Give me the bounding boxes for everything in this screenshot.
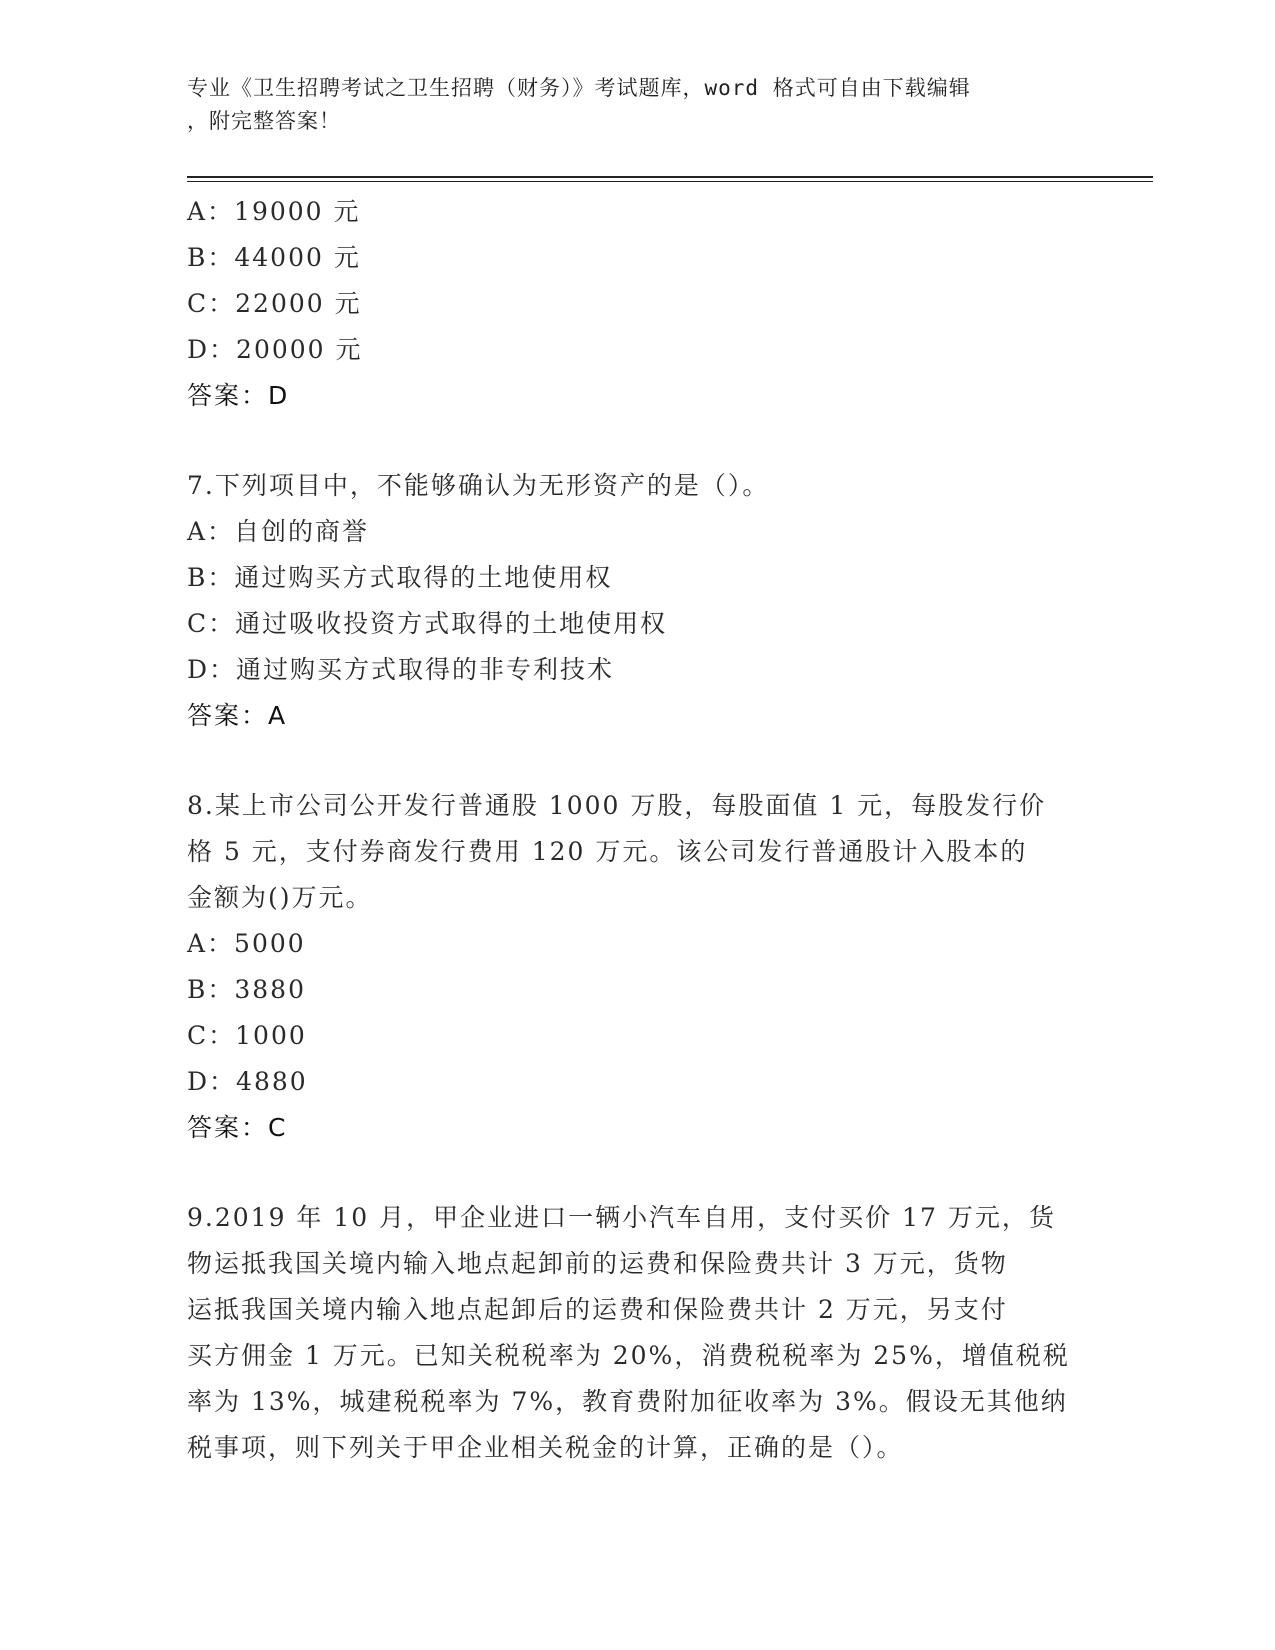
question-text-line: 金额为()万元。 [187,883,373,912]
question-9 [187,1195,1087,1471]
question-text-line: 买方佣金 1 万元。已知关税税率为 20%，消费税税率为 25%，增值税税 [187,1341,1070,1370]
question-text-line: 物运抵我国关境内输入地点起卸前的运费和保险费共计 3 万元，货物 [187,1249,1008,1278]
option-c: C：通过吸收投资方式取得的土地使用权 [187,609,668,638]
option-b: B：44000 元 [187,243,361,272]
option-c: C：22000 元 [187,289,362,318]
spacer [187,1151,1087,1195]
question-text-line: 运抵我国关境内输入地点起卸后的运费和保险费共计 2 万元，另支付 [187,1295,1008,1324]
question-7 [187,463,1087,739]
question-text-line: 9.2019 年 10 月，甲企业进口一辆小汽车自用，支付买价 17 万元，货 [187,1203,1056,1232]
page-header [187,72,1087,138]
spacer [187,419,1087,463]
spacer [187,739,1087,783]
header-rule-thick [187,176,1153,178]
answer: 答案：C [187,1113,288,1142]
question-text-line: 率为 13%，城建税税率为 7%，教育费附加征收率为 3%。假设无其他纳 [187,1387,1068,1416]
option-d: D：4880 [187,1067,308,1096]
question-text-line: 8.某上市公司公开发行普通股 1000 万股，每股面值 1 元，每股发行价 [187,791,1047,820]
question-text: 7.下列项目中，不能够确认为无形资产的是（）。 [187,471,770,500]
option-a: A：5000 [187,929,306,958]
option-a: A：自创的商誉 [187,517,370,546]
question-text [187,783,1087,921]
answer: 答案：A [187,701,288,730]
option-b: B：3880 [187,975,306,1004]
question-text-line: 税事项，则下列关于甲企业相关税金的计算，正确的是（）。 [187,1433,904,1462]
document-body [187,189,1087,1471]
header-rule-thin [187,181,1153,182]
header-title-line-2: ，附完整答案！ [187,109,341,133]
option-d: D：通过购买方式取得的非专利技术 [187,655,615,684]
option-d: D：20000 元 [187,335,363,364]
option-c: C：1000 [187,1021,307,1050]
option-b: B：通过购买方式取得的土地使用权 [187,563,613,592]
option-a: A：19000 元 [187,197,361,226]
question-6 [187,189,1087,419]
answer: 答案：D [187,381,290,410]
header-title-line-1: 专业《卫生招聘考试之卫生招聘（财务）》考试题库，word 格式可自由下载编辑 [187,76,971,100]
question-8 [187,783,1087,1151]
question-text [187,1195,1087,1471]
question-text-line: 格 5 元，支付券商发行费用 120 万元。该公司发行普通股计入股本的 [187,837,1028,866]
